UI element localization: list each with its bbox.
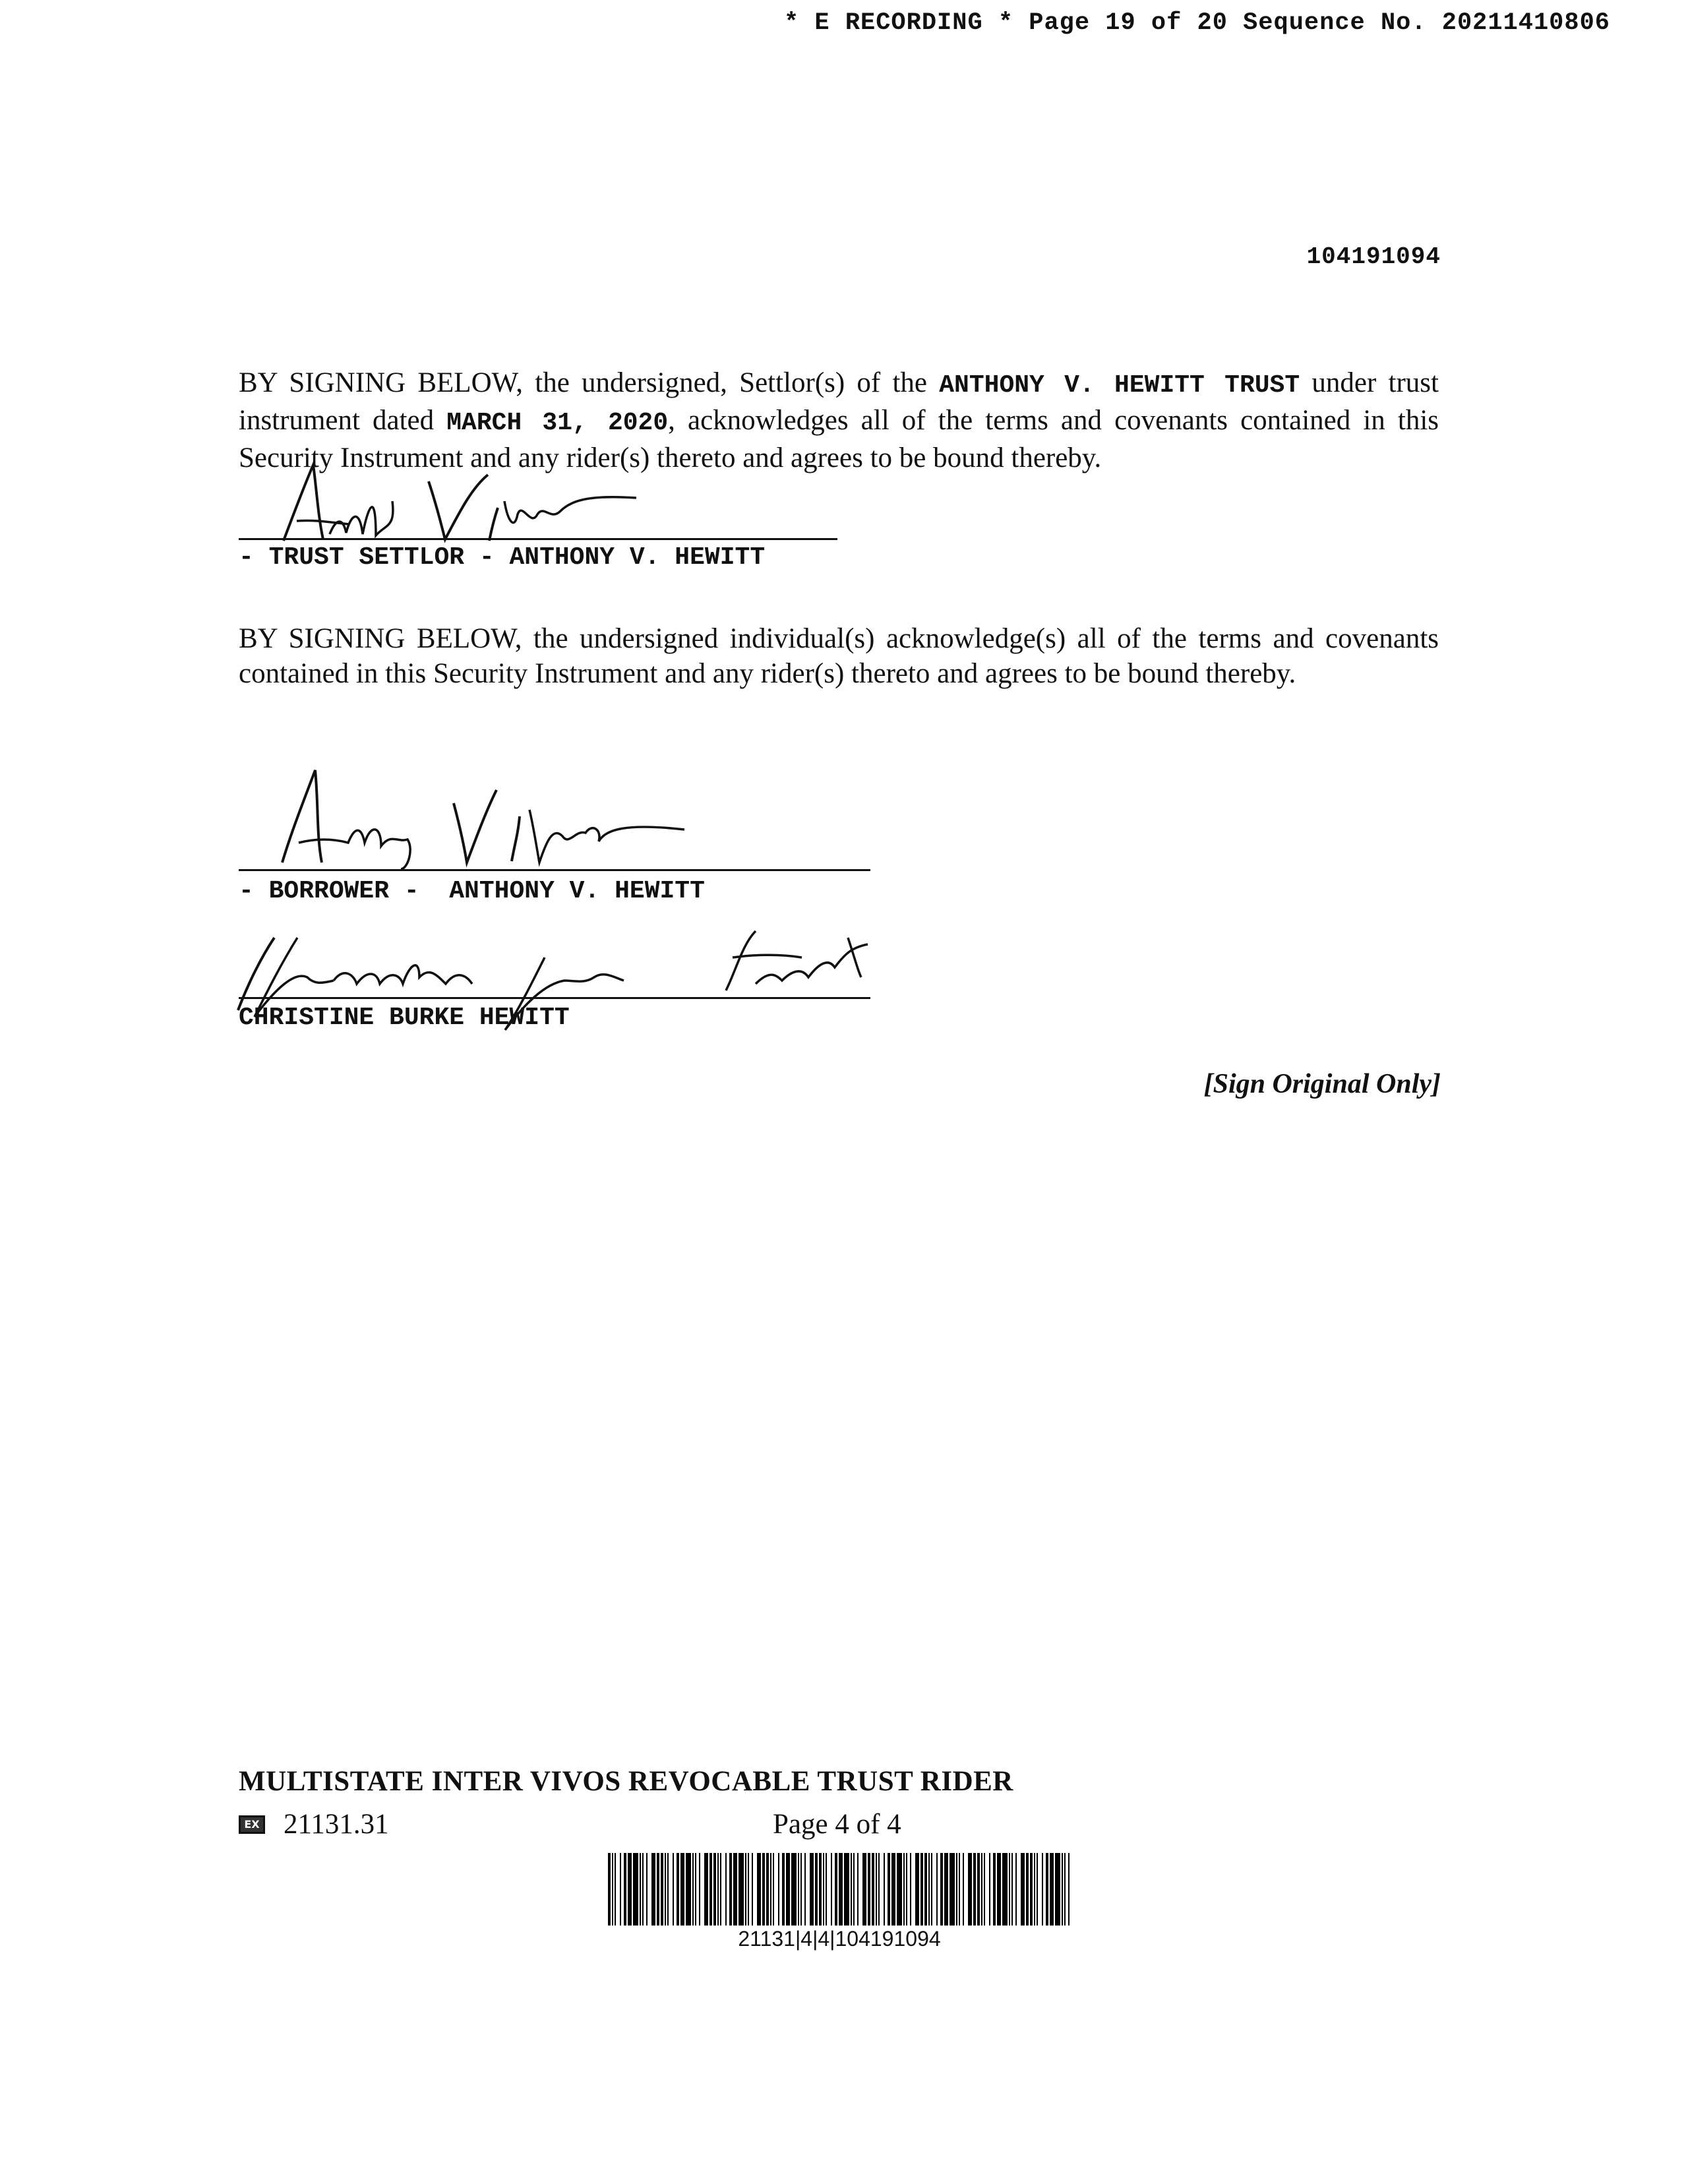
barcode-bar <box>815 1853 818 1926</box>
co-signer-label: CHRISTINE BURKE HEWITT <box>239 1004 570 1032</box>
barcode-bar <box>1037 1853 1038 1926</box>
barcode-bar <box>709 1853 712 1926</box>
barcode-bar <box>717 1853 719 1926</box>
barcode-bar <box>1064 1853 1066 1926</box>
barcode-bar <box>910 1853 911 1926</box>
barcode-bar <box>686 1853 691 1926</box>
barcode-bar <box>857 1853 859 1926</box>
barcode-bar <box>640 1853 641 1926</box>
barcode-bar <box>1021 1853 1025 1926</box>
recording-header: * E RECORDING * Page 19 of 20 Sequence No. 20211410806 <box>784 9 1610 37</box>
barcode-bar <box>680 1853 684 1926</box>
trust-settlor-signature <box>277 462 646 547</box>
barcode-bar <box>1030 1853 1033 1926</box>
signature-line <box>239 538 837 540</box>
barcode-bar <box>620 1853 621 1926</box>
barcode-bar <box>657 1853 659 1926</box>
barcode-bar <box>810 1853 814 1926</box>
barcode-bar <box>844 1853 849 1926</box>
barcode-bar <box>888 1853 890 1926</box>
barcode-bar <box>725 1853 727 1926</box>
barcode-bar <box>692 1853 694 1926</box>
barcode-bar <box>903 1853 905 1926</box>
form-number: 21131.31 <box>284 1809 389 1840</box>
barcode-bar <box>853 1853 855 1926</box>
barcode-bar <box>1050 1853 1054 1926</box>
barcode-bar <box>1026 1853 1029 1926</box>
barcode-bar <box>872 1853 874 1926</box>
barcode-bar <box>798 1853 799 1926</box>
barcode-bar <box>729 1853 732 1926</box>
barcode-bar <box>615 1853 616 1926</box>
barcode-bar <box>884 1853 885 1926</box>
barcode-bar <box>959 1853 960 1926</box>
barcode-bar <box>835 1853 837 1926</box>
barcode-bar <box>819 1853 822 1926</box>
barcode-bar <box>862 1853 866 1926</box>
barcode-bar <box>831 1853 832 1926</box>
barcode-bar <box>876 1853 877 1926</box>
barcode-bar <box>720 1853 721 1926</box>
barcode-bar <box>673 1853 674 1926</box>
barcode-bar <box>766 1853 769 1926</box>
trust-date: MARCH 31, 2020 <box>446 409 669 437</box>
barcode-bar <box>984 1853 985 1926</box>
ellie-mae-form-icon: EX <box>239 1815 265 1834</box>
barcode-bar <box>704 1853 708 1926</box>
barcode-bar <box>624 1853 626 1926</box>
barcode-bar <box>973 1853 976 1926</box>
barcode-bar <box>642 1853 644 1926</box>
barcode-bar <box>956 1853 957 1926</box>
barcode-bar <box>1068 1853 1070 1926</box>
barcode-bar <box>800 1853 802 1926</box>
paragraph-tail: , acknowledges all of the terms and covenants contained in this Security Instrument and any rider(s) thereto and agrees to be bound thereby. <box>239 405 1439 473</box>
barcode-bar <box>633 1853 638 1926</box>
barcode-bar <box>1034 1853 1035 1926</box>
barcode-bar <box>1046 1853 1048 1926</box>
form-number-row <box>239 1808 389 1840</box>
barcode-bar <box>868 1853 870 1926</box>
loan-number: 104191094 <box>1306 243 1441 270</box>
barcode-bar <box>897 1853 902 1926</box>
barcode-bar <box>826 1853 827 1926</box>
barcode-bar <box>733 1853 737 1926</box>
barcode-bar <box>699 1853 700 1926</box>
barcode-bar <box>628 1853 632 1926</box>
barcode-bar <box>997 1853 1001 1926</box>
barcode-bar <box>677 1853 679 1926</box>
page-number: Page 4 of 4 <box>773 1809 901 1840</box>
barcode-bar <box>665 1853 666 1926</box>
barcode-bar <box>989 1853 990 1926</box>
barcode-bar <box>770 1853 771 1926</box>
barcode-bar <box>695 1853 696 1926</box>
barcode-bar <box>891 1853 895 1926</box>
sign-original-note: [Sign Original Only] <box>1203 1069 1441 1099</box>
barcode-bar <box>950 1853 955 1926</box>
barcode-bar <box>667 1853 669 1926</box>
barcode-bar <box>608 1853 611 1926</box>
barcode-bar <box>612 1853 613 1926</box>
paragraph-lead: BY SIGNING BELOW, the undersigned, Settlor(s) of the <box>239 367 940 398</box>
barcode-bar <box>651 1853 655 1926</box>
barcode-bar <box>745 1853 746 1926</box>
barcode-bar <box>804 1853 806 1926</box>
barcode-bar <box>1015 1853 1017 1926</box>
rider-title: MULTISTATE INTER VIVOS REVOCABLE TRUST RIDER <box>239 1766 1013 1797</box>
barcode-bar <box>906 1853 907 1926</box>
barcode-bar <box>757 1853 761 1926</box>
paragraph-mid: under trust instrument dated <box>239 367 1439 436</box>
barcode-bar <box>1042 1853 1043 1926</box>
barcode-bar <box>752 1853 753 1926</box>
barcode-bar <box>940 1853 943 1926</box>
barcode-bar <box>878 1853 880 1926</box>
barcode-bar <box>928 1853 930 1926</box>
signature-line <box>239 997 870 999</box>
individual-acknowledgment-paragraph: BY SIGNING BELOW, the undersigned individual(s) acknowledge(s) all of the terms and covenants contained in this Security Instrument and any rider(s) thereto and agrees to be bound thereby. <box>239 623 1439 689</box>
barcode-bar <box>1009 1853 1010 1926</box>
barcode-bar <box>782 1853 785 1926</box>
barcode-bar <box>773 1853 774 1926</box>
barcode-bar <box>646 1853 648 1926</box>
signature-line <box>239 869 870 871</box>
barcode-bar <box>786 1853 790 1926</box>
barcode-bar <box>915 1853 919 1926</box>
barcode-bar <box>738 1853 744 1926</box>
trust-settlor-label: - TRUST SETTLOR - ANTHONY V. HEWITT <box>239 543 766 572</box>
barcode-bar <box>762 1853 765 1926</box>
barcode-bar <box>661 1853 663 1926</box>
barcode-text: 21131|4|4|104191094 <box>738 1927 941 1951</box>
barcode-bar <box>920 1853 923 1926</box>
barcode-bar <box>963 1853 964 1926</box>
barcode-bar <box>924 1853 927 1926</box>
barcode-bar <box>791 1853 797 1926</box>
settlor-acknowledgment-paragraph <box>239 365 1439 475</box>
barcode-bar <box>931 1853 932 1926</box>
barcode-bar <box>1002 1853 1008 1926</box>
barcode-bar <box>1062 1853 1063 1926</box>
barcode-bar <box>977 1853 980 1926</box>
barcode-bar <box>1055 1853 1060 1926</box>
barcode-bar <box>851 1853 852 1926</box>
trust-name: ANTHONY V. HEWITT TRUST <box>939 371 1300 400</box>
barcode-bar <box>968 1853 972 1926</box>
barcode-bar <box>839 1853 843 1926</box>
barcode-bar <box>936 1853 938 1926</box>
barcode-bar <box>944 1853 948 1926</box>
barcode-bar <box>993 1853 996 1926</box>
barcode-bar <box>981 1853 982 1926</box>
barcode-bar <box>713 1853 716 1926</box>
barcode-bar <box>778 1853 779 1926</box>
barcode-bar <box>1011 1853 1013 1926</box>
borrower-signature <box>276 764 691 876</box>
barcode <box>608 1853 1071 1926</box>
borrower-label: - BORROWER - ANTHONY V. HEWITT <box>239 877 705 905</box>
barcode-bar <box>823 1853 824 1926</box>
barcode-bar <box>748 1853 749 1926</box>
